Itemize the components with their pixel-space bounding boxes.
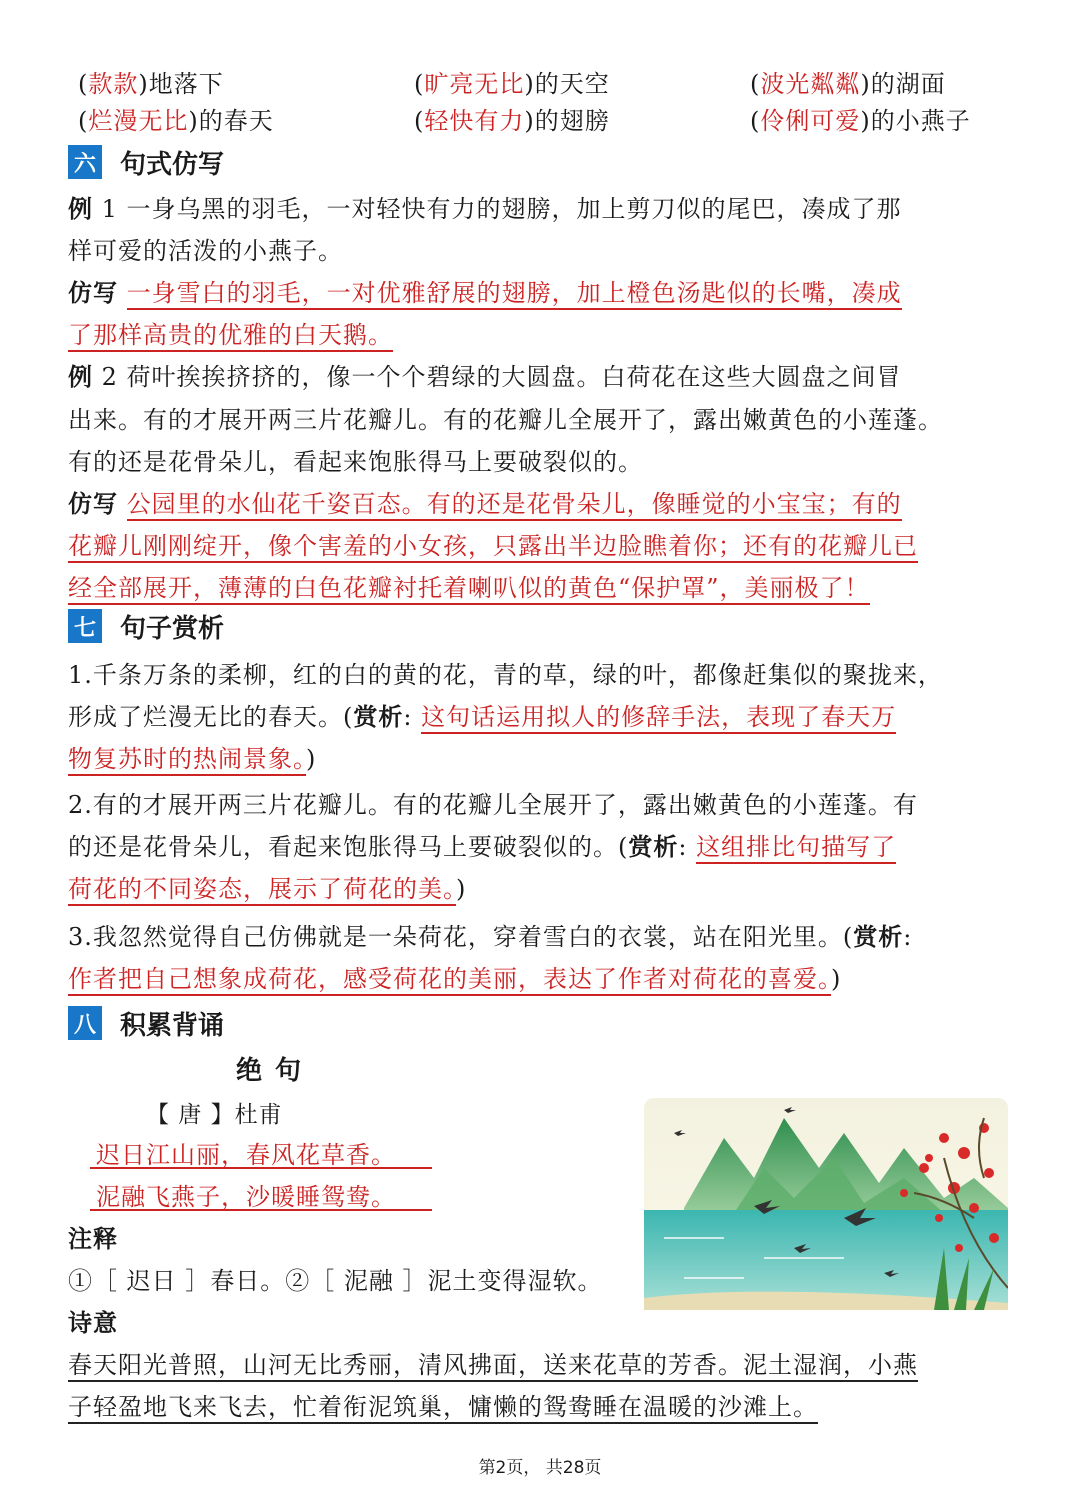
example-1-line: 例 1 一身乌黑的羽毛，一对轻快有力的翅膀，加上剪刀似的尾巴，凑成了那 [68, 195, 902, 223]
example-2-line: 出来。有的才展开两三片花瓣儿。有的花瓣儿全展开了，露出嫩黄色的小莲蓬。 [68, 406, 943, 434]
imitation-2-line: 经全部展开，薄薄的白色花瓣衬托着喇叭似的黄色“保护罩”，美丽极了！ [68, 567, 870, 609]
section-title: 句式仿写 [120, 149, 225, 180]
vocab-item: (旷亮无比)的天空 [414, 70, 610, 98]
section-heading-8 [68, 1005, 224, 1041]
section-title: 句子赏析 [120, 613, 225, 644]
poem-author: 【 唐 】杜甫 [146, 1102, 283, 1128]
section-heading-6 [68, 144, 224, 180]
vocab-item: (伶俐可爱)的小燕子 [750, 107, 971, 135]
vocab-item: (烂漫无比)的春天 [78, 107, 274, 135]
poem-underline [90, 1167, 432, 1169]
analysis-2-line: 2.有的才展开两三片花瓣儿。有的花瓣儿全展开了，露出嫩黄色的小莲蓬。有 [68, 791, 918, 819]
imitation-2-line: 仿写 公园里的水仙花千姿百态。有的还是花骨朵儿，像睡觉的小宝宝；有的 [68, 483, 902, 525]
section-number: 七 [68, 609, 102, 643]
section-number: 八 [68, 1006, 102, 1040]
vocab-item: (波光粼粼)的湖面 [750, 70, 946, 98]
poem-line: 迟日江山丽，春风花草香。 [96, 1141, 396, 1169]
section-title: 积累背诵 [120, 1010, 225, 1041]
meaning-line: 春天阳光普照，山河无比秀丽，清风拂面，送来花草的芳香。泥土湿润，小燕 [68, 1344, 918, 1386]
analysis-2-line: 荷花的不同姿态，展示了荷花的美。) [68, 868, 466, 910]
notes-text: ①［ 迟日 ］春日。②［ 泥融 ］泥土变得湿软。 [68, 1267, 603, 1295]
example-1-line: 样可爱的活泼的小燕子。 [68, 237, 343, 265]
analysis-3-line: 3.我忽然觉得自己仿佛就是一朵荷花，穿着雪白的衣裳，站在阳光里。(赏析: [68, 923, 913, 951]
imitation-1-line: 了那样高贵的优雅的白天鹅。 [68, 314, 393, 356]
example-2-line: 有的还是花骨朵儿，看起来饱胀得马上要破裂似的。 [68, 448, 643, 476]
meaning-label: 诗意 [68, 1309, 118, 1337]
analysis-1-line: 1.千条万条的柔柳，红的白的黄的花，青的草，绿的叶，都像赶集似的聚拢来， [68, 661, 943, 689]
vocab-item: (轻快有力)的翅膀 [414, 107, 610, 135]
notes-label: 注释 [68, 1225, 118, 1253]
section-heading-7 [68, 608, 224, 644]
analysis-2-line: 的还是花骨朵儿，看起来饱胀得马上要破裂似的。(赏析: 这组排比句描写了 [68, 826, 896, 868]
landscape-illustration [644, 1098, 1008, 1310]
vocab-item: (款款)地落下 [78, 70, 224, 98]
imitation-1-line: 仿写 一身雪白的羽毛，一对优雅舒展的翅膀，加上橙色汤匙似的长嘴，凑成 [68, 272, 902, 314]
poem-line: 泥融飞燕子，沙暖睡鸳鸯。 [96, 1183, 396, 1211]
section-number: 六 [68, 145, 102, 179]
poem-title: 绝 句 [236, 1056, 304, 1086]
page-footer: 第2页， 共28页 [478, 1458, 602, 1478]
analysis-1-line: 物复苏时的热闹景象。) [68, 738, 316, 780]
analysis-1-line: 形成了烂漫无比的春天。(赏析: 这句话运用拟人的修辞手法，表现了春天万 [68, 696, 896, 738]
analysis-3-line: 作者把自己想象成荷花，感受荷花的美丽，表达了作者对荷花的喜爱。) [68, 958, 841, 1000]
meaning-line: 子轻盈地飞来飞去，忙着衔泥筑巢，慵懒的鸳鸯睡在温暖的沙滩上。 [68, 1386, 818, 1428]
poem-underline [90, 1209, 432, 1211]
example-2-line: 例 2 荷叶挨挨挤挤的，像一个个碧绿的大圆盘。白荷花在这些大圆盘之间冒 [68, 363, 902, 391]
imitation-2-line: 花瓣儿刚刚绽开，像个害羞的小女孩，只露出半边脸瞧着你；还有的花瓣儿已 [68, 525, 918, 567]
